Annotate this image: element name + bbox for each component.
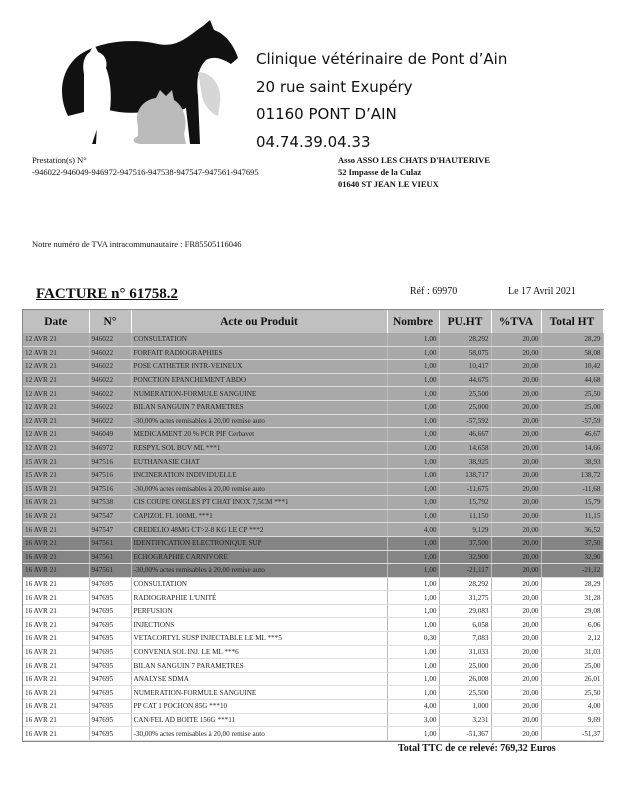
row-product: RADIOGRAPHIE L'UNITÉ: [131, 591, 387, 605]
row-vat: 20,00: [491, 428, 541, 442]
col-qty-header: Nombre: [387, 310, 439, 333]
row-date: 16 AVR 21: [23, 604, 89, 618]
table-header-row: [23, 310, 603, 333]
table-row: [23, 496, 603, 510]
row-product: FORFAIT RADIOGRAPHIES: [131, 346, 387, 360]
row-qty: 1,00: [387, 618, 439, 632]
row-product: CONSULTATION: [131, 577, 387, 591]
row-total: 11,15: [541, 509, 603, 523]
row-unit-price: 6,058: [439, 618, 491, 632]
row-product: PERFUSION: [131, 604, 387, 618]
row-vat: 20,00: [491, 455, 541, 469]
row-number: 947695: [89, 713, 131, 727]
table-row: [23, 428, 603, 442]
row-number: 946022: [89, 346, 131, 360]
row-vat: 20,00: [491, 523, 541, 537]
row-date: 16 AVR 21: [23, 713, 89, 727]
row-qty: 1,00: [387, 414, 439, 428]
col-vat-header: %TVA: [491, 310, 541, 333]
row-total: 37,50: [541, 536, 603, 550]
table-row: [23, 482, 603, 496]
row-qty: 1,00: [387, 496, 439, 510]
row-product: -30,00% actes remisables à 20,00 remise auto: [131, 482, 387, 496]
row-total: 14,66: [541, 441, 603, 455]
invoice-ref: Réf : 69970: [410, 286, 458, 297]
row-vat: 20,00: [491, 591, 541, 605]
row-product: PP CAT 1 POCHON 85G ***10: [131, 700, 387, 714]
row-number: 947695: [89, 659, 131, 673]
row-number: 947561: [89, 536, 131, 550]
row-unit-price: 38,925: [439, 455, 491, 469]
row-number: 947695: [89, 604, 131, 618]
row-number: 947695: [89, 686, 131, 700]
row-unit-price: 25,000: [439, 659, 491, 673]
table-row: [23, 346, 603, 360]
table-row: [23, 400, 603, 414]
row-date: 16 AVR 21: [23, 618, 89, 632]
row-qty: 1,00: [387, 564, 439, 578]
row-product: NUMERATION-FORMULE SANGUINE: [131, 387, 387, 401]
row-number: 947516: [89, 482, 131, 496]
row-number: 946022: [89, 373, 131, 387]
row-product: ECHOGRAPHIE CARNIVORE: [131, 550, 387, 564]
row-total: 26,01: [541, 672, 603, 686]
row-number: 947561: [89, 564, 131, 578]
row-number: 947695: [89, 645, 131, 659]
row-product: CONSULTATION: [131, 333, 387, 346]
row-qty: 1,00: [387, 550, 439, 564]
row-unit-price: -51,367: [439, 727, 491, 741]
row-unit-price: 44,675: [439, 373, 491, 387]
row-total: 31,03: [541, 645, 603, 659]
row-date: 12 AVR 21: [23, 414, 89, 428]
table-row: [23, 659, 603, 673]
row-total: 29,08: [541, 604, 603, 618]
row-vat: 20,00: [491, 672, 541, 686]
row-product: PONCTION EPANCHEMENT ABDO: [131, 373, 387, 387]
table-row: [23, 468, 603, 482]
invoice-title: FACTURE n° 61758.2: [36, 286, 178, 302]
row-unit-price: 28,292: [439, 577, 491, 591]
row-total: 6,06: [541, 618, 603, 632]
tva-number: Notre numéro de TVA intracommunautaire : FR85505116046: [32, 239, 242, 249]
table-row: [23, 618, 603, 632]
row-qty: 1,00: [387, 468, 439, 482]
row-total: 10,42: [541, 360, 603, 374]
table-row: [23, 577, 603, 591]
clinic-phone: 04.74.39.04.33: [256, 133, 371, 151]
row-product: -30,00% actes remisables à 20,00 remise auto: [131, 564, 387, 578]
table-row: [23, 523, 603, 537]
row-qty: 1,00: [387, 333, 439, 346]
row-unit-price: 26,008: [439, 672, 491, 686]
table-row: [23, 550, 603, 564]
row-total: 28,29: [541, 577, 603, 591]
row-total: -57,59: [541, 414, 603, 428]
row-vat: 20,00: [491, 509, 541, 523]
row-date: 12 AVR 21: [23, 441, 89, 455]
row-total: 38,93: [541, 455, 603, 469]
row-total: 32,90: [541, 550, 603, 564]
row-unit-price: 138,717: [439, 468, 491, 482]
clinic-city: 01160 PONT D’AIN: [256, 105, 397, 123]
row-unit-price: 3,231: [439, 713, 491, 727]
row-qty: 1,00: [387, 360, 439, 374]
prestations-numbers: -946022-946049-946972-947516-947538-947547-947561-947695: [32, 167, 259, 177]
row-number: 946022: [89, 360, 131, 374]
row-unit-price: 11,150: [439, 509, 491, 523]
row-number: 947561: [89, 550, 131, 564]
row-date: 16 AVR 21: [23, 672, 89, 686]
invoice-table: [23, 310, 604, 741]
row-unit-price: 28,292: [439, 333, 491, 346]
row-total: 4,00: [541, 700, 603, 714]
table-row: [23, 727, 603, 741]
row-vat: 20,00: [491, 604, 541, 618]
row-vat: 20,00: [491, 536, 541, 550]
row-product: INJECTIONS: [131, 618, 387, 632]
row-vat: 20,00: [491, 496, 541, 510]
prestations-label: Prestation(s) N°: [32, 155, 87, 165]
row-total: 25,50: [541, 387, 603, 401]
invoice-table-wrapper: [22, 309, 604, 742]
row-product: CAN/FEL AD BOITE 156G ***11: [131, 713, 387, 727]
row-number: 946022: [89, 387, 131, 401]
invoice-date: Le 17 Avril 2021: [508, 286, 576, 297]
row-number: 947695: [89, 727, 131, 741]
row-date: 16 AVR 21: [23, 727, 89, 741]
row-unit-price: 46,667: [439, 428, 491, 442]
row-date: 12 AVR 21: [23, 333, 89, 346]
row-unit-price: 25,500: [439, 387, 491, 401]
row-vat: 20,00: [491, 333, 541, 346]
row-product: -30,00% actes remisables à 20,00 remise auto: [131, 727, 387, 741]
table-row: [23, 509, 603, 523]
row-product: CONVENIA SOL INJ. LE ML ***6: [131, 645, 387, 659]
row-qty: 1,00: [387, 659, 439, 673]
recipient-name: Asso ASSO LES CHATS D'HAUTERIVE: [338, 155, 490, 165]
table-row: [23, 564, 603, 578]
row-unit-price: 15,792: [439, 496, 491, 510]
row-unit-price: 7,083: [439, 632, 491, 646]
row-qty: 1,00: [387, 727, 439, 741]
row-number: 947695: [89, 672, 131, 686]
row-date: 16 AVR 21: [23, 523, 89, 537]
row-date: 12 AVR 21: [23, 400, 89, 414]
row-total: 25,00: [541, 400, 603, 414]
invoice-total: Total TTC de ce relevé: 769,32 Euros: [398, 743, 556, 754]
row-qty: 1,00: [387, 373, 439, 387]
row-date: 15 AVR 21: [23, 482, 89, 496]
row-vat: 20,00: [491, 400, 541, 414]
table-row: [23, 591, 603, 605]
row-qty: 1,00: [387, 591, 439, 605]
row-vat: 20,00: [491, 373, 541, 387]
row-product: CIS COUPE ONGLES PT CHAT INOX 7,5CM ***1: [131, 496, 387, 510]
clinic-name: Clinique vétérinaire de Pont d’Ain: [256, 50, 508, 68]
row-unit-price: -11,675: [439, 482, 491, 496]
row-total: 36,52: [541, 523, 603, 537]
row-vat: 20,00: [491, 550, 541, 564]
row-total: 9,69: [541, 713, 603, 727]
row-vat: 20,00: [491, 346, 541, 360]
recipient-city: 01640 ST JEAN LE VIEUX: [338, 179, 439, 189]
row-number: 947695: [89, 632, 131, 646]
row-unit-price: 58,075: [439, 346, 491, 360]
table-row: [23, 414, 603, 428]
row-qty: 1,00: [387, 482, 439, 496]
row-qty: 4,00: [387, 523, 439, 537]
recipient-street: 52 Impasse de la Culaz: [338, 167, 422, 177]
row-unit-price: 37,500: [439, 536, 491, 550]
row-total: 138,72: [541, 468, 603, 482]
row-total: 25,50: [541, 686, 603, 700]
row-number: 946022: [89, 414, 131, 428]
row-product: RESPYL SOL BUV ML ***1: [131, 441, 387, 455]
row-qty: 1,00: [387, 400, 439, 414]
row-product: BILAN SANGUIN 7 PARAMETRES: [131, 400, 387, 414]
row-product: CREDELIO 48MG CT>2-8 KG LE CP ***2: [131, 523, 387, 537]
row-vat: 20,00: [491, 482, 541, 496]
row-qty: 1,00: [387, 604, 439, 618]
row-date: 16 AVR 21: [23, 632, 89, 646]
row-product: POSE CATHETER INTR-VEINEUX: [131, 360, 387, 374]
table-row: [23, 686, 603, 700]
row-date: 16 AVR 21: [23, 536, 89, 550]
row-unit-price: 32,900: [439, 550, 491, 564]
row-date: 12 AVR 21: [23, 373, 89, 387]
row-vat: 20,00: [491, 645, 541, 659]
row-total: 2,12: [541, 632, 603, 646]
col-num-header: N°: [89, 310, 131, 333]
row-number: 946049: [89, 428, 131, 442]
row-total: -21,12: [541, 564, 603, 578]
table-row: [23, 713, 603, 727]
row-product: MEDICAMENT 20 % PCR PIF Cerbavet: [131, 428, 387, 442]
clinic-logo: [38, 16, 248, 148]
row-total: -11,68: [541, 482, 603, 496]
table-row: [23, 360, 603, 374]
row-date: 16 AVR 21: [23, 564, 89, 578]
row-unit-price: 9,129: [439, 523, 491, 537]
row-total: 44,68: [541, 373, 603, 387]
row-product: INCINERATION INDIVIDUELLE: [131, 468, 387, 482]
table-row: [23, 604, 603, 618]
row-product: BILAN SANGUIN 7 PARAMETRES: [131, 659, 387, 673]
row-total: 31,28: [541, 591, 603, 605]
table-row: [23, 645, 603, 659]
row-qty: 0,30: [387, 632, 439, 646]
col-product-header: Acte ou Produit: [131, 310, 387, 333]
row-number: 947516: [89, 455, 131, 469]
table-row: [23, 672, 603, 686]
row-unit-price: 14,658: [439, 441, 491, 455]
row-unit-price: 25,000: [439, 400, 491, 414]
row-unit-price: 29,083: [439, 604, 491, 618]
row-qty: 1,00: [387, 686, 439, 700]
row-unit-price: 31,275: [439, 591, 491, 605]
table-row: [23, 700, 603, 714]
row-qty: 1,00: [387, 509, 439, 523]
row-vat: 20,00: [491, 686, 541, 700]
row-vat: 20,00: [491, 441, 541, 455]
row-vat: 20,00: [491, 659, 541, 673]
row-unit-price: 31,033: [439, 645, 491, 659]
row-date: 12 AVR 21: [23, 346, 89, 360]
row-number: 947695: [89, 591, 131, 605]
row-date: 16 AVR 21: [23, 509, 89, 523]
row-date: 16 AVR 21: [23, 496, 89, 510]
row-qty: 1,00: [387, 428, 439, 442]
row-qty: 1,00: [387, 577, 439, 591]
row-qty: 4,00: [387, 700, 439, 714]
row-date: 16 AVR 21: [23, 550, 89, 564]
row-unit-price: 10,417: [439, 360, 491, 374]
row-vat: 20,00: [491, 577, 541, 591]
row-qty: 1,00: [387, 536, 439, 550]
row-number: 947695: [89, 700, 131, 714]
row-vat: 20,00: [491, 387, 541, 401]
row-date: 16 AVR 21: [23, 700, 89, 714]
row-total: -51,37: [541, 727, 603, 741]
row-total: 15,79: [541, 496, 603, 510]
row-vat: 20,00: [491, 468, 541, 482]
row-product: ANALYSE SDMA: [131, 672, 387, 686]
row-product: -30,00% actes remisables à 20,00 remise auto: [131, 414, 387, 428]
row-vat: 20,00: [491, 632, 541, 646]
row-product: VETACORTYL SUSP INJECTABLE LE ML ***5: [131, 632, 387, 646]
row-number: 946022: [89, 400, 131, 414]
row-unit-price: -21,117: [439, 564, 491, 578]
row-date: 12 AVR 21: [23, 428, 89, 442]
row-product: EUTHANASIE CHAT: [131, 455, 387, 469]
row-date: 12 AVR 21: [23, 387, 89, 401]
table-row: [23, 373, 603, 387]
row-vat: 20,00: [491, 700, 541, 714]
row-qty: 1,00: [387, 455, 439, 469]
row-number: 946972: [89, 441, 131, 455]
col-total-header: Total HT: [541, 310, 603, 333]
row-date: 16 AVR 21: [23, 686, 89, 700]
row-product: CAPIZOL FL 100ML ***1: [131, 509, 387, 523]
table-row: [23, 387, 603, 401]
col-unit-price-header: PU.HT: [439, 310, 491, 333]
row-number: 947695: [89, 618, 131, 632]
row-number: 947547: [89, 509, 131, 523]
row-date: 16 AVR 21: [23, 591, 89, 605]
row-product: NUMERATION-FORMULE SANGUINE: [131, 686, 387, 700]
row-vat: 20,00: [491, 727, 541, 741]
row-unit-price: 1,000: [439, 700, 491, 714]
row-vat: 20,00: [491, 360, 541, 374]
row-date: 16 AVR 21: [23, 659, 89, 673]
row-qty: 1,00: [387, 387, 439, 401]
row-vat: 20,00: [491, 713, 541, 727]
row-date: 16 AVR 21: [23, 577, 89, 591]
row-unit-price: 25,500: [439, 686, 491, 700]
row-total: 25,00: [541, 659, 603, 673]
row-qty: 1,00: [387, 441, 439, 455]
row-unit-price: -57,592: [439, 414, 491, 428]
row-date: 15 AVR 21: [23, 468, 89, 482]
table-row: [23, 455, 603, 469]
table-row: [23, 441, 603, 455]
table-row: [23, 632, 603, 646]
row-total: 46,67: [541, 428, 603, 442]
row-number: 947695: [89, 577, 131, 591]
row-qty: 1,00: [387, 645, 439, 659]
row-product: IDENTIFICATION ELECTRONIQUE SUP: [131, 536, 387, 550]
row-qty: 1,00: [387, 346, 439, 360]
row-vat: 20,00: [491, 414, 541, 428]
row-total: 28,29: [541, 333, 603, 346]
row-vat: 20,00: [491, 564, 541, 578]
clinic-address: 20 rue saint Exupéry: [256, 78, 413, 96]
table-row: [23, 333, 603, 346]
row-vat: 20,00: [491, 618, 541, 632]
row-total: 58,08: [541, 346, 603, 360]
table-row: [23, 536, 603, 550]
row-date: 16 AVR 21: [23, 645, 89, 659]
row-number: 947547: [89, 523, 131, 537]
row-number: 946022: [89, 333, 131, 346]
row-qty: 1,00: [387, 672, 439, 686]
col-date-header: Date: [23, 310, 89, 333]
row-date: 15 AVR 21: [23, 455, 89, 469]
row-number: 947538: [89, 496, 131, 510]
row-qty: 3,00: [387, 713, 439, 727]
row-date: 12 AVR 21: [23, 360, 89, 374]
row-number: 947516: [89, 468, 131, 482]
